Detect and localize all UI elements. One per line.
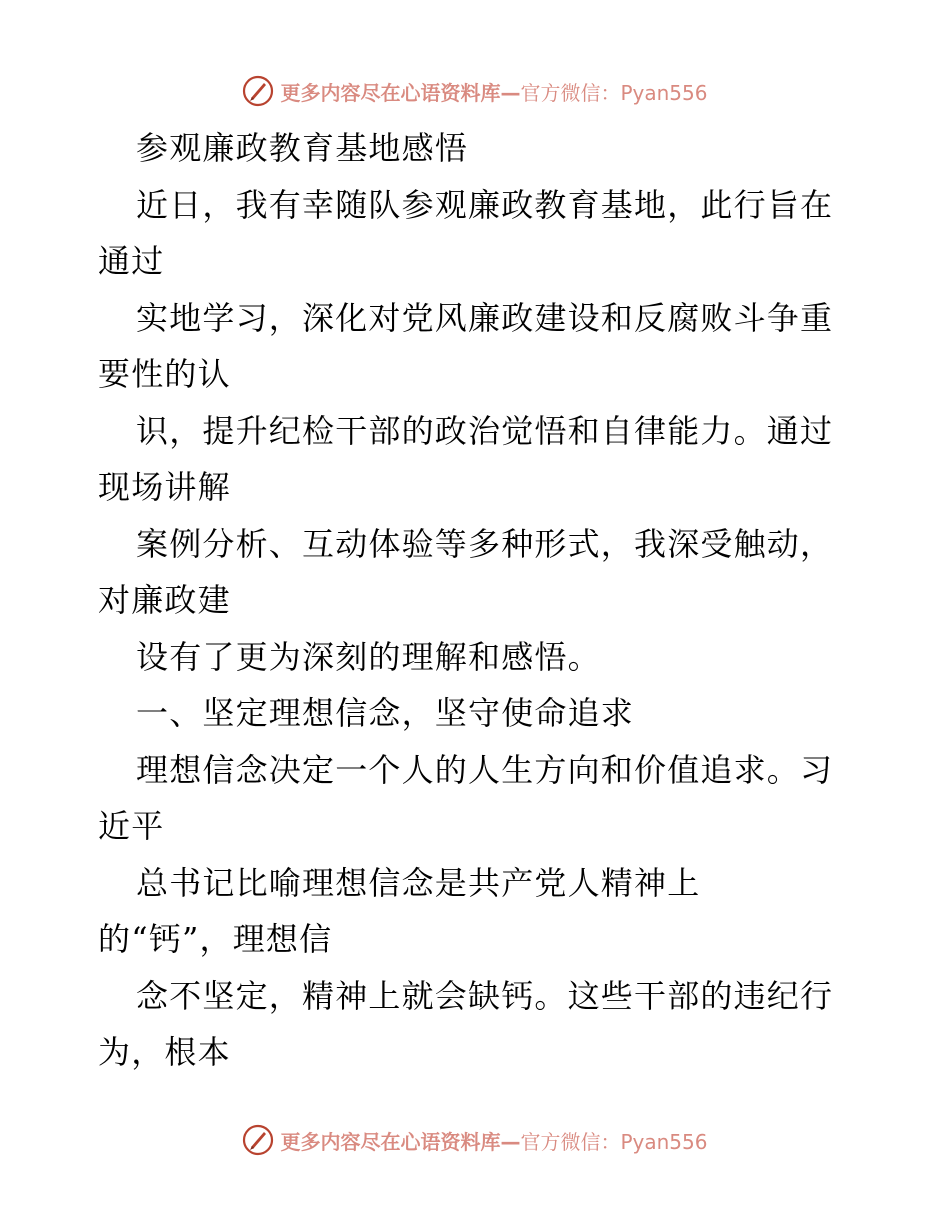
text-line: 通过 [98,242,165,280]
banner-text: 更多内容尽在心语资料库—官方微信：Pyan556 [280,80,708,105]
banner-wechat: 官方微信：Pyan556 [520,80,708,105]
text-line: 近平 [98,807,165,845]
text-line: 理想信念决定一个人的人生方向和价值追求。习 [136,750,834,789]
text-line: 案例分析、互动体验等多种形式，我深受触动， [136,524,834,563]
text-line: 为，根本 [98,1033,231,1071]
document-title: 参观廉政教育基地感悟 [136,129,469,167]
text-line: 的“钙”，理想信 [98,920,333,958]
text-line: 要性的认 [98,355,231,393]
text-line: 实地学习，深化对党风廉政建设和反腐败斗争重 [136,298,834,337]
quill-logo-icon [242,75,274,107]
text-line: 现场讲解 [98,468,231,506]
banner-text: 更多内容尽在心语资料库—官方微信：Pyan556 [280,1129,708,1154]
text-line: 近日，我有幸随队参观廉政教育基地，此行旨在 [136,185,834,224]
text-line: 总书记比喻理想信念是共产党人精神上 [136,863,701,902]
text-line: 念不坚定，精神上就会缺钙。这些干部的违纪行 [136,976,834,1015]
section-heading: 一、坚定理想信念，坚守使命追求 [136,694,635,732]
footer-banner [0,1120,950,1160]
quill-logo-icon [242,1124,274,1156]
text-line: 对廉政建 [98,581,231,619]
text-line: 识，提升纪检干部的政治觉悟和自律能力。通过 [136,411,834,450]
document-body [98,124,858,1085]
header-banner [0,71,950,111]
text-line: 设有了更为深刻的理解和感悟。 [136,637,601,676]
banner-wechat: 官方微信：Pyan556 [520,1129,708,1154]
